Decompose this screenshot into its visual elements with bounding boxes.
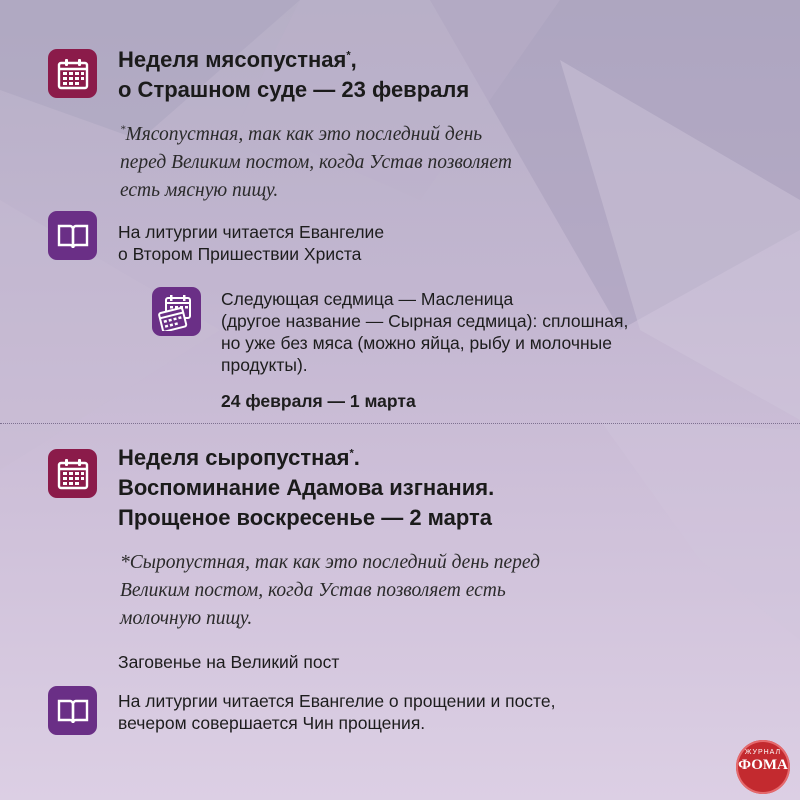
book-icon	[48, 686, 97, 735]
section1-title-line2: о Страшном суде — 23 февраля	[118, 77, 470, 102]
section1-title-line1: Неделя мясопустная*,	[118, 47, 357, 72]
section1-footnote: *Мясопустная, так как это последний день перед Великим постом, когда Устав позволяет есть мясную пищу.	[120, 123, 512, 201]
calendar-stack-icon	[152, 287, 201, 336]
section1-next-week: Следующая седмица — Масленица (другое название — Сырная седмица): сплошная, но уже без мяса (можно яйца, рыбу и молочные продукты).	[221, 289, 629, 375]
section1-title	[118, 45, 469, 105]
foma-logo: ЖУРНАЛ ФОМА	[736, 740, 790, 794]
section2-title-line2: Воспоминание Адамова изгнания.	[118, 475, 495, 500]
section-divider	[0, 423, 800, 424]
section2-fast-start: Заговенье на Великий пост	[118, 652, 340, 672]
section2-title	[118, 443, 494, 533]
section2-title-line3: Прощеное воскресенье — 2 марта	[118, 505, 493, 530]
footnote-mark: *	[120, 123, 126, 136]
section1-week-dates: 24 февраля — 1 марта	[221, 391, 416, 411]
section2-footnote: *Сыропустная, так как это последний день перед Великим постом, когда Устав позволяет есть молочную пищу.	[120, 552, 540, 629]
calendar-icon	[48, 49, 97, 98]
section1-gospel: На литургии читается Евангелие о Втором Пришествии Христа	[118, 222, 385, 264]
book-icon	[48, 211, 97, 260]
section2-gospel: На литургии читается Евангелие о прощении и посте, вечером совершается Чин прощения.	[118, 691, 556, 733]
section2-title-line1: Неделя сыропустная*.	[118, 445, 360, 470]
calendar-icon	[48, 449, 97, 498]
